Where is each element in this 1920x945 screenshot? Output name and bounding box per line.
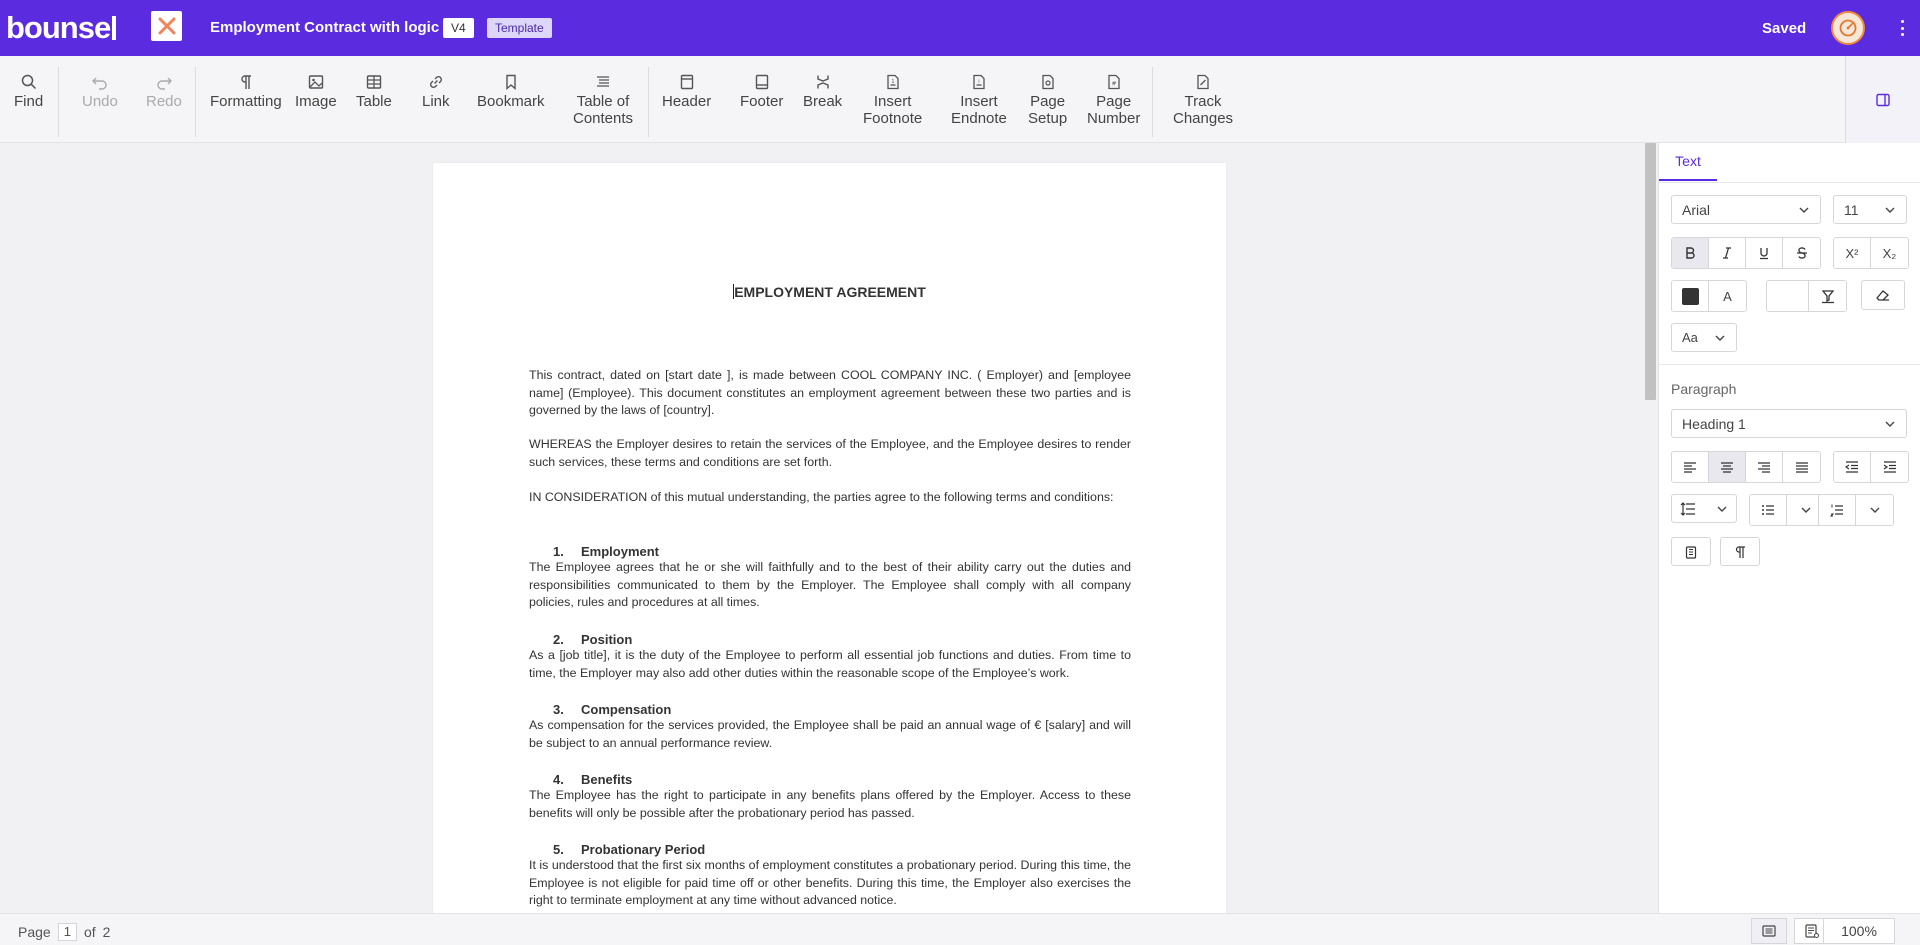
pilcrow-icon [237,73,255,91]
insert-endnote-button[interactable] [951,73,1007,127]
table-icon [365,73,383,91]
insert-footnote-button[interactable] [863,73,922,127]
highlight-color-swatch[interactable] [1767,281,1809,311]
section-heading[interactable]: 1. Employment [553,544,660,559]
properties-panel [1658,143,1920,913]
whereas-paragraph[interactable]: WHEREAS the Employer desires to retain the services of the Employee, and the Employee desires to render such services, these terms and conditions are set forth. [529,437,1131,469]
pilcrow-icon [1733,545,1747,559]
bullet-list-group [1749,494,1825,526]
numbered-list-options-button[interactable] [1856,495,1893,525]
font-family-value: Arial [1682,201,1711,218]
highlight-letter-button[interactable]: A [1709,281,1746,311]
align-justify-icon [1795,460,1809,474]
version-badge[interactable]: V4 [443,18,474,38]
page-number-label-1: Page [1096,93,1132,110]
align-right-button[interactable] [1746,452,1783,482]
footnote-icon [884,73,902,91]
font-size-select[interactable] [1833,195,1907,224]
svg-text:#: # [1111,80,1117,88]
underline-button[interactable] [1746,238,1783,268]
search-icon [20,73,38,91]
italic-icon [1720,246,1734,260]
svg-text:1: 1 [891,79,895,85]
align-left-icon [1683,460,1697,474]
highlighter-button[interactable] [1809,281,1846,311]
header-button[interactable] [662,73,711,110]
total-pages: 2 [102,924,111,940]
current-page-input[interactable]: 1 [58,923,77,941]
highlighter-icon [1820,288,1836,304]
page-setup-label-1: Page [1030,93,1066,110]
zoom-level-select[interactable]: 100% [1823,918,1895,944]
endnote-label-1: Insert [960,93,998,110]
line-spacing-icon [1680,502,1696,516]
italic-button[interactable] [1709,238,1746,268]
chevron-down-icon [1716,503,1728,515]
page-setup-label-2: Setup [1028,110,1068,127]
document-workspace[interactable] [0,143,1658,913]
page-break-icon [814,73,832,91]
page-setup-icon [1039,73,1057,91]
status-bar [0,913,1920,945]
image-button[interactable] [295,73,337,110]
footer-icon [753,73,771,91]
more-menu-button[interactable] [1897,17,1907,39]
numbered-list-button[interactable] [1819,495,1856,525]
track-changes-icon [1194,73,1212,91]
copy-format-button[interactable] [1671,537,1711,566]
align-right-icon [1757,460,1771,474]
page-setup-button[interactable] [1028,73,1067,127]
toc-label-1: Table of [576,93,630,110]
indent-group [1833,451,1909,483]
image-icon [307,73,325,91]
document-heading[interactable]: EMPLOYMENT AGREEMENT [734,284,926,300]
section-heading[interactable]: 5. Probationary Period [553,842,706,857]
formatting-label: Formatting [210,93,282,110]
close-icon [157,16,177,36]
paragraph-style-value: Heading 1 [1682,415,1746,432]
chevron-down-icon [1884,418,1896,430]
text-style-group [1671,237,1821,269]
highlight-group [1766,280,1847,312]
decrease-indent-button[interactable] [1834,452,1871,482]
page-number-label-2: Number [1087,110,1141,127]
page-indicator [18,923,110,941]
gauge-icon [1838,18,1858,38]
footnote-label-2: Footnote [863,110,923,127]
document-settings-icon [1804,923,1820,939]
text-case-select[interactable] [1671,323,1737,352]
link-button[interactable] [422,73,450,110]
chevron-down-icon [1798,204,1810,216]
consideration-paragraph[interactable]: IN CONSIDERATION of this mutual understanding, the parties agree to the following terms and conditions: [529,490,1114,504]
align-justify-button[interactable] [1783,452,1820,482]
save-status: Saved [1762,20,1807,37]
track-changes-button[interactable] [1173,73,1233,127]
paragraph-style-select[interactable] [1671,409,1907,438]
track-changes-label-1: Track [1184,93,1222,110]
redo-icon [155,73,173,91]
undo-button[interactable] [82,73,118,110]
text-color-group [1671,280,1747,312]
outdent-icon [1845,460,1859,474]
footer-button[interactable] [740,73,783,110]
alignment-group [1671,451,1821,483]
track-changes-label-2: Changes [1173,110,1234,127]
subscript-button[interactable]: X₂ [1871,238,1908,268]
paragraph-section-label: Paragraph [1671,381,1737,397]
user-avatar-button[interactable] [1831,11,1865,45]
tab-text[interactable]: Text [1659,143,1717,181]
page-label: Page [18,924,51,940]
workspace-scrollbar[interactable] [1643,143,1658,913]
align-left-button[interactable] [1672,452,1709,482]
script-group [1833,237,1909,269]
link-label: Link [422,93,450,110]
section-heading[interactable]: 4. Benefits [553,772,633,787]
formatting-button[interactable] [210,73,282,110]
find-label: Find [14,93,44,110]
underline-icon [1757,246,1771,260]
chevron-down-icon [1869,504,1881,516]
of-label: of [83,924,96,940]
toc-label-2: Contents [573,110,634,127]
section-body[interactable]: The Employee agrees that he or she will faithfully and to the best of their ability carry out the duties and responsibilities communicated to them by the Employer. The Employee shall comply with all company policies, rules and procedures at all times. [529,560,1131,610]
section-heading[interactable]: 2. Position [553,632,633,647]
main-toolbar [0,56,1920,143]
page-view-icon [1761,923,1777,939]
bookmark-label: Bookmark [477,93,545,110]
line-spacing-select[interactable] [1671,494,1737,523]
chevron-down-icon [1714,332,1726,344]
table-label: Table [356,93,392,110]
bullet-list-button[interactable] [1750,495,1787,525]
endnote-label-2: Endnote [951,110,1007,127]
section-body[interactable]: It is understood that the first six months of employment constitutes a probationary period. During this time, the Employee is not eligible for paid time off or other benefits. During this time, the Employer also exercises the right to terminate employment at any time without advanced notice. [529,858,1131,908]
page-number-icon [1105,73,1123,91]
font-family-select[interactable] [1671,195,1821,224]
bookmark-button[interactable] [477,73,545,110]
indent-icon [1883,460,1897,474]
table-of-contents-icon [594,73,612,91]
color-swatch [1682,288,1699,305]
clear-formatting-button[interactable] [1861,280,1905,310]
increase-indent-button[interactable] [1871,452,1908,482]
section-body[interactable]: As compensation for the services provided, the Employee shall be paid an annual wage of € [salary] and will be subject to an annual performance review. [529,718,1131,750]
undo-icon [91,73,109,91]
show-formatting-marks-button[interactable] [1720,537,1760,566]
undo-label: Undo [82,93,118,110]
template-badge: Template [487,18,552,38]
eraser-icon [1875,287,1891,303]
scrollbar-thumb[interactable] [1645,143,1656,400]
footnote-label-1: Insert [873,93,912,110]
clipboard-icon [1684,545,1698,559]
chevron-down-icon [1800,504,1812,516]
link-icon [427,73,445,91]
top-bar [0,0,1920,56]
intro-paragraph[interactable]: This contract, dated on [start date ], is made between COOL COMPANY INC. ( Employer) and [employee name] (Employee). This document constitutes an employment agreement between these two parties and is governed by the laws of [country]. [529,368,1131,418]
font-color-button[interactable] [1672,281,1709,311]
section-heading[interactable]: 3. Compensation [553,702,672,717]
toggle-side-panel-button[interactable] [1845,56,1920,143]
redo-button[interactable] [146,73,182,110]
footer-label: Footer [740,93,784,110]
align-center-icon [1720,460,1734,474]
bold-button[interactable] [1672,238,1709,268]
side-panel-icon [1875,92,1891,108]
endnote-icon [970,73,988,91]
close-document-button[interactable] [151,11,182,41]
break-button[interactable] [803,73,842,110]
numbered-list-icon [1830,503,1844,517]
section-body[interactable]: As a [job title], it is the duty of the Employee to perform all essential job functions and duties. From time to time, the Employer may also add other duties within the reasonable scope of the Employee’s work. [529,648,1131,680]
svg-text:i: i [978,79,980,85]
strikethrough-button[interactable] [1783,238,1820,268]
bullet-list-icon [1761,503,1775,517]
numbered-list-group [1818,494,1894,526]
document-title[interactable]: Employment Contract with logic [210,19,440,36]
font-size-value: 11 [1844,201,1859,218]
print-layout-view-button[interactable] [1751,918,1787,944]
chevron-down-icon [1884,204,1896,216]
page-number-button[interactable] [1087,73,1140,127]
redo-label: Redo [146,93,182,110]
bookmark-icon [502,73,520,91]
align-center-button[interactable] [1709,452,1746,482]
table-button[interactable] [356,73,392,110]
superscript-button[interactable]: X² [1834,238,1871,268]
document-page[interactable] [433,163,1226,913]
app-logo[interactable]: bounse [6,8,116,48]
table-of-contents-button[interactable] [573,73,633,127]
section-body[interactable]: The Employee has the right to participate in any benefits plans offered by the Employer. Access to these benefits will only be possible after the probationary period has passed. [529,788,1131,820]
text-case-value: Aa [1682,330,1698,345]
header-icon [678,73,696,91]
strikethrough-icon [1795,246,1809,260]
header-label: Header [662,93,712,110]
image-label: Image [295,93,337,110]
break-label: Break [803,93,843,110]
bold-icon [1683,246,1697,260]
find-button[interactable] [14,73,43,110]
